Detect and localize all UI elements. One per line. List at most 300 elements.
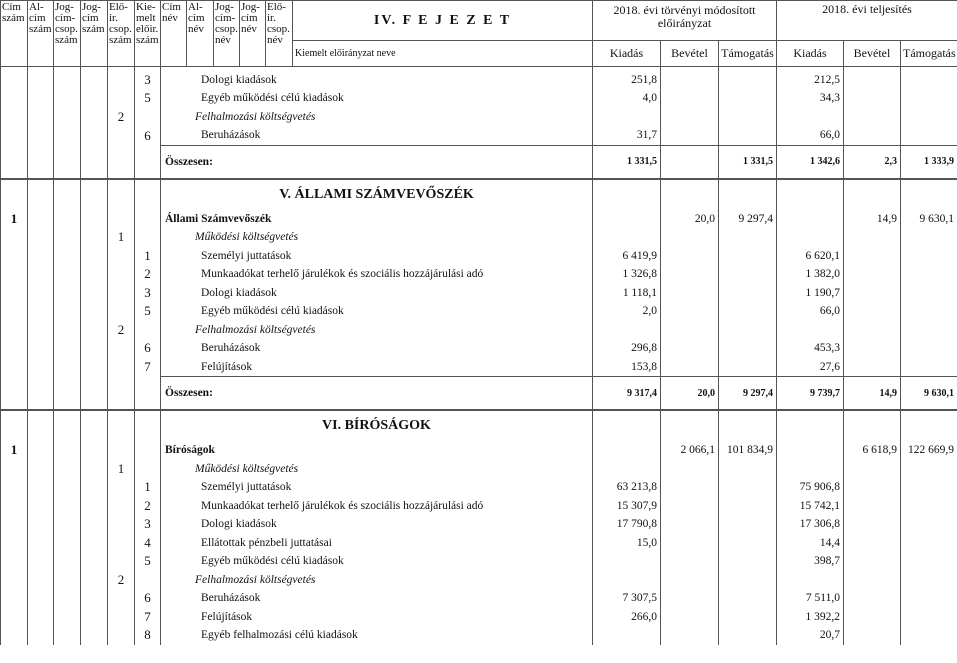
value-bevétel	[661, 339, 719, 358]
column-header-4: Jog-cím szám	[81, 1, 108, 67]
cim-number	[1, 126, 28, 145]
row-label: Beruházások	[161, 339, 593, 358]
value-támogatás	[719, 534, 777, 553]
empty-cell	[81, 626, 108, 645]
total-row	[1, 377, 957, 411]
value-támogatás	[901, 339, 957, 358]
empty-cell	[844, 410, 901, 441]
empty-cell	[28, 228, 54, 247]
value-kiadás: 453,3	[777, 339, 844, 358]
empty-cell	[81, 410, 108, 441]
table-row	[1, 608, 957, 627]
eloir-group-number	[108, 626, 135, 645]
value-kiadás: 1 382,0	[777, 265, 844, 284]
cim-number: 1	[1, 210, 28, 229]
value-bevétel	[661, 608, 719, 627]
value-bevétel	[844, 358, 901, 377]
empty-cell	[81, 608, 108, 627]
eloir-group-number	[108, 589, 135, 608]
value-bevétel	[844, 534, 901, 553]
value-támogatás	[901, 247, 957, 266]
value-támogatás	[901, 108, 957, 127]
chapter-title: IV. F E J E Z E T	[293, 1, 593, 41]
table-row	[1, 441, 957, 460]
empty-cell	[54, 339, 81, 358]
eloir-group-number	[108, 534, 135, 553]
empty-cell	[54, 626, 81, 645]
value-kiadás: 66,0	[777, 302, 844, 321]
table-header	[1, 1, 957, 67]
value-kiadás: 17 306,8	[777, 515, 844, 534]
empty-cell	[54, 571, 81, 590]
value-támogatás	[719, 515, 777, 534]
value-kiadás	[777, 571, 844, 590]
empty-cell	[81, 265, 108, 284]
value-kiadás: 9 739,7	[777, 377, 844, 411]
value-kiadás: 17 790,8	[593, 515, 661, 534]
value-bevétel	[844, 321, 901, 340]
column-header-10: Jog-cím név	[240, 1, 266, 67]
highlighted-number	[135, 460, 161, 479]
value-támogatás	[901, 265, 957, 284]
cim-number	[1, 284, 28, 303]
value-kiadás: 1 118,1	[593, 284, 661, 303]
column-header-9: Jog-cím-csop. név	[214, 1, 240, 67]
sub-column-header-támogatás: Támogatás	[901, 41, 957, 67]
value-bevétel	[844, 608, 901, 627]
empty-cell	[81, 145, 108, 179]
value-bevétel	[661, 126, 719, 145]
value-támogatás	[719, 302, 777, 321]
row-label: Ellátottak pénzbeli juttatásai	[161, 534, 593, 553]
sub-column-header-bevétel: Bevétel	[661, 41, 719, 67]
value-kiadás	[593, 441, 661, 460]
row-label: Összesen:	[161, 377, 593, 411]
value-támogatás: 101 834,9	[719, 441, 777, 460]
table-row	[1, 108, 957, 127]
value-bevétel	[661, 67, 719, 90]
sub-column-header-kiadás: Kiadás	[777, 41, 844, 67]
empty-cell	[54, 284, 81, 303]
column-header-3: Jog-cím-csop. szám	[54, 1, 81, 67]
empty-cell	[28, 126, 54, 145]
value-kiadás: 1 342,6	[777, 145, 844, 179]
value-bevétel	[844, 589, 901, 608]
empty-cell	[1, 179, 28, 210]
value-kiadás: 31,7	[593, 126, 661, 145]
empty-cell	[81, 358, 108, 377]
value-bevétel	[661, 321, 719, 340]
row-label: Felhalmozási költségvetés	[161, 108, 593, 127]
eloir-group-number	[108, 89, 135, 108]
empty-cell	[28, 321, 54, 340]
column-header-7: Cím név	[161, 1, 187, 67]
highlighted-number	[135, 228, 161, 247]
empty-cell	[54, 497, 81, 516]
empty-cell	[28, 478, 54, 497]
table-row	[1, 460, 957, 479]
value-támogatás: 122 669,9	[901, 441, 957, 460]
empty-cell	[54, 410, 81, 441]
eloir-group-number: 2	[108, 108, 135, 127]
empty-cell	[81, 552, 108, 571]
empty-cell	[28, 441, 54, 460]
value-támogatás	[901, 478, 957, 497]
highlighted-number: 4	[135, 534, 161, 553]
column-header-8: Al-cím név	[187, 1, 214, 67]
empty-cell	[28, 89, 54, 108]
value-bevétel	[661, 145, 719, 179]
cim-number	[1, 321, 28, 340]
eloir-group-number	[108, 210, 135, 229]
value-támogatás	[719, 358, 777, 377]
empty-cell	[81, 589, 108, 608]
empty-cell	[54, 589, 81, 608]
value-kiadás: 6 419,9	[593, 247, 661, 266]
empty-cell	[28, 358, 54, 377]
value-támogatás	[901, 228, 957, 247]
value-bevétel: 2 066,1	[661, 441, 719, 460]
empty-cell	[901, 179, 957, 210]
value-bevétel	[844, 339, 901, 358]
highlighted-number: 3	[135, 515, 161, 534]
eloir-group-number	[108, 67, 135, 90]
value-támogatás	[901, 571, 957, 590]
value-bevétel	[661, 571, 719, 590]
value-bevétel	[844, 626, 901, 645]
empty-cell	[54, 534, 81, 553]
value-támogatás: 9 630,1	[901, 377, 957, 411]
value-támogatás: 9 297,4	[719, 210, 777, 229]
value-kiadás: 66,0	[777, 126, 844, 145]
value-támogatás: 1 333,9	[901, 145, 957, 179]
value-kiadás: 63 213,8	[593, 478, 661, 497]
highlighted-number	[135, 321, 161, 340]
value-támogatás	[719, 478, 777, 497]
empty-cell	[719, 179, 777, 210]
table-row	[1, 339, 957, 358]
value-támogatás	[719, 284, 777, 303]
value-támogatás	[719, 589, 777, 608]
empty-cell	[28, 247, 54, 266]
empty-cell	[28, 210, 54, 229]
value-kiadás	[777, 321, 844, 340]
value-támogatás	[719, 608, 777, 627]
empty-cell	[28, 608, 54, 627]
empty-cell	[719, 410, 777, 441]
value-bevétel: 20,0	[661, 210, 719, 229]
empty-cell	[901, 410, 957, 441]
eloir-group-number	[108, 478, 135, 497]
value-támogatás	[901, 515, 957, 534]
eloir-group-number	[108, 302, 135, 321]
cim-number	[1, 67, 28, 90]
empty-cell	[28, 377, 54, 411]
value-kiadás: 15 742,1	[777, 497, 844, 516]
column-header-1: Cím szám	[1, 1, 28, 67]
value-kiadás: 251,8	[593, 67, 661, 90]
value-kiadás: 14,4	[777, 534, 844, 553]
value-kiadás	[777, 460, 844, 479]
highlighted-number	[135, 108, 161, 127]
empty-cell	[54, 67, 81, 90]
value-támogatás	[901, 126, 957, 145]
value-kiadás	[593, 228, 661, 247]
highlighted-number: 8	[135, 626, 161, 645]
empty-cell	[54, 126, 81, 145]
value-bevétel	[844, 67, 901, 90]
cim-number	[1, 89, 28, 108]
value-bevétel	[844, 228, 901, 247]
section-heading-row	[1, 179, 957, 210]
row-label: Működési költségvetés	[161, 460, 593, 479]
empty-cell	[54, 265, 81, 284]
empty-cell	[28, 339, 54, 358]
value-támogatás	[901, 608, 957, 627]
empty-cell	[54, 358, 81, 377]
eloir-group-number	[108, 552, 135, 571]
empty-cell	[81, 478, 108, 497]
row-label: Felhalmozási költségvetés	[161, 571, 593, 590]
value-bevétel	[844, 478, 901, 497]
value-kiadás	[593, 460, 661, 479]
table-row	[1, 126, 957, 145]
value-kiadás: 153,8	[593, 358, 661, 377]
value-bevétel	[661, 247, 719, 266]
highlighted-number: 6	[135, 339, 161, 358]
highlighted-number	[135, 571, 161, 590]
value-támogatás	[719, 571, 777, 590]
value-kiadás: 7 307,5	[593, 589, 661, 608]
value-támogatás	[719, 89, 777, 108]
value-bevétel	[844, 497, 901, 516]
value-támogatás: 9 630,1	[901, 210, 957, 229]
sub-column-header-bevétel: Bevétel	[844, 41, 901, 67]
highlighted-number: 3	[135, 284, 161, 303]
empty-cell	[54, 552, 81, 571]
empty-cell	[81, 67, 108, 90]
value-bevétel	[661, 589, 719, 608]
value-kiadás: 9 317,4	[593, 377, 661, 411]
value-kiadás	[777, 210, 844, 229]
empty-cell	[661, 179, 719, 210]
highlighted-number: 5	[135, 552, 161, 571]
value-kiadás: 2,0	[593, 302, 661, 321]
table-row	[1, 571, 957, 590]
table-row	[1, 210, 957, 229]
row-label: Egyéb működési célú kiadások	[161, 302, 593, 321]
row-label: Egyéb működési célú kiadások	[161, 552, 593, 571]
value-támogatás	[719, 460, 777, 479]
eloir-group-number: 2	[108, 321, 135, 340]
value-bevétel	[661, 534, 719, 553]
empty-cell	[28, 302, 54, 321]
value-bevétel	[661, 460, 719, 479]
section-heading: VI. BÍRÓSÁGOK	[161, 410, 593, 441]
value-kiadás: 15,0	[593, 534, 661, 553]
empty-cell	[81, 460, 108, 479]
table-body	[1, 67, 957, 645]
value-kiadás	[777, 441, 844, 460]
table-row	[1, 552, 957, 571]
row-label: Állami Számvevőszék	[161, 210, 593, 229]
row-label: Személyi juttatások	[161, 478, 593, 497]
value-bevétel	[844, 108, 901, 127]
eloir-group-number	[108, 358, 135, 377]
value-kiadás: 4,0	[593, 89, 661, 108]
empty-cell	[54, 377, 81, 411]
row-label: Összesen:	[161, 145, 593, 179]
value-bevétel	[844, 515, 901, 534]
value-bevétel	[661, 284, 719, 303]
value-bevétel	[661, 228, 719, 247]
empty-cell	[54, 247, 81, 266]
row-label: Működési költségvetés	[161, 228, 593, 247]
value-bevétel	[661, 302, 719, 321]
eloir-group-number: 2	[108, 571, 135, 590]
value-támogatás	[719, 126, 777, 145]
value-bevétel	[844, 265, 901, 284]
value-bevétel	[844, 284, 901, 303]
value-kiadás	[777, 108, 844, 127]
section-heading: V. ÁLLAMI SZÁMVEVŐSZÉK	[161, 179, 593, 210]
value-kiadás	[593, 626, 661, 645]
value-kiadás	[593, 552, 661, 571]
empty-cell	[28, 515, 54, 534]
value-bevétel	[661, 497, 719, 516]
cim-number: 1	[1, 441, 28, 460]
highlighted-number	[135, 377, 161, 411]
eloir-group-number	[108, 515, 135, 534]
total-row	[1, 145, 957, 179]
value-támogatás: 1 331,5	[719, 145, 777, 179]
cim-number	[1, 589, 28, 608]
cim-number	[1, 478, 28, 497]
value-támogatás	[901, 589, 957, 608]
cim-number	[1, 377, 28, 411]
value-támogatás	[901, 284, 957, 303]
eloir-group-number	[108, 339, 135, 358]
value-kiadás: 1 190,7	[777, 284, 844, 303]
cim-number	[1, 108, 28, 127]
table-row	[1, 626, 957, 645]
empty-cell	[81, 339, 108, 358]
value-támogatás	[901, 89, 957, 108]
empty-cell	[777, 410, 844, 441]
empty-cell	[28, 589, 54, 608]
eloir-group-number	[108, 265, 135, 284]
highlighted-number: 7	[135, 358, 161, 377]
column-header-2: Al-cím szám	[28, 1, 54, 67]
highlighted-number	[135, 441, 161, 460]
empty-cell	[54, 460, 81, 479]
table-row	[1, 497, 957, 516]
cim-number	[1, 145, 28, 179]
row-label: Dologi kiadások	[161, 515, 593, 534]
value-kiadás: 27,6	[777, 358, 844, 377]
row-label: Dologi kiadások	[161, 67, 593, 90]
empty-cell	[28, 497, 54, 516]
cim-number	[1, 626, 28, 645]
table-row	[1, 358, 957, 377]
highlighted-number: 5	[135, 89, 161, 108]
empty-cell	[28, 626, 54, 645]
value-támogatás	[719, 552, 777, 571]
empty-cell	[28, 534, 54, 553]
value-kiadás: 266,0	[593, 608, 661, 627]
highlighted-number: 5	[135, 302, 161, 321]
empty-cell	[81, 108, 108, 127]
value-bevétel	[844, 571, 901, 590]
sub-column-header-kiadás: Kiadás	[593, 41, 661, 67]
value-kiadás: 34,3	[777, 89, 844, 108]
empty-cell	[108, 410, 135, 441]
highlighted-number: 2	[135, 265, 161, 284]
eloir-group-number	[108, 284, 135, 303]
value-kiadás: 212,5	[777, 67, 844, 90]
empty-cell	[81, 247, 108, 266]
value-támogatás	[719, 339, 777, 358]
row-label: Felújítások	[161, 358, 593, 377]
eloir-group-number	[108, 497, 135, 516]
value-bevétel	[661, 626, 719, 645]
value-támogatás	[901, 460, 957, 479]
empty-cell	[81, 179, 108, 210]
empty-cell	[108, 179, 135, 210]
table-row	[1, 89, 957, 108]
empty-cell	[844, 179, 901, 210]
cim-number	[1, 247, 28, 266]
table-row	[1, 589, 957, 608]
table-row	[1, 478, 957, 497]
empty-cell	[54, 608, 81, 627]
value-bevétel	[661, 108, 719, 127]
value-bevétel: 20,0	[661, 377, 719, 411]
row-label: Felújítások	[161, 608, 593, 627]
empty-cell	[54, 228, 81, 247]
value-kiadás: 1 326,8	[593, 265, 661, 284]
value-kiadás	[593, 571, 661, 590]
value-kiadás: 398,7	[777, 552, 844, 571]
value-bevétel	[661, 358, 719, 377]
row-label: Egyéb felhalmozási célú kiadások	[161, 626, 593, 645]
eloir-group-number: 1	[108, 228, 135, 247]
value-támogatás	[901, 534, 957, 553]
table-row	[1, 228, 957, 247]
value-bevétel: 2,3	[844, 145, 901, 179]
eloir-group-number	[108, 126, 135, 145]
empty-cell	[54, 89, 81, 108]
value-bevétel	[661, 89, 719, 108]
empty-cell	[81, 515, 108, 534]
value-támogatás	[901, 321, 957, 340]
row-label: Munkaadókat terhelő járulékok és szociális hozzájárulási adó	[161, 497, 593, 516]
cim-number	[1, 460, 28, 479]
eloir-group-number	[108, 377, 135, 411]
value-támogatás	[719, 265, 777, 284]
table-row	[1, 321, 957, 340]
value-kiadás	[593, 321, 661, 340]
value-támogatás	[901, 302, 957, 321]
value-bevétel: 14,9	[844, 210, 901, 229]
highlighted-number: 2	[135, 497, 161, 516]
column-header-5: Elő-ir. csop. szám	[108, 1, 135, 67]
description-column-header: Kiemelt előirányzat neve	[293, 41, 593, 67]
value-bevétel	[661, 478, 719, 497]
empty-cell	[54, 321, 81, 340]
empty-cell	[28, 67, 54, 90]
value-kiadás: 20,7	[777, 626, 844, 645]
